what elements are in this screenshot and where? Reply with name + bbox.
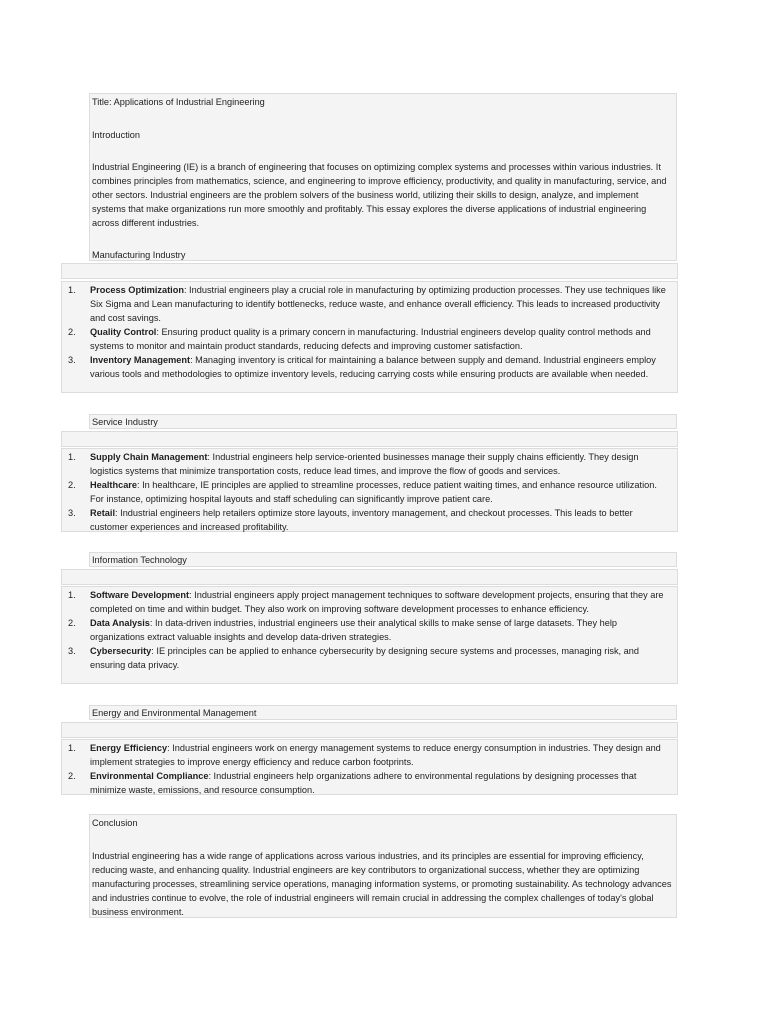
list-item: 1. Energy Efficiency: Industrial engineers work on energy management systems to reduce energy consumption in industries. They design and implement strategies to improve energy efficiency and reduce carbon footprints. <box>68 743 661 767</box>
section-heading-manufacturing: Manufacturing Industry <box>92 250 186 260</box>
intro-block <box>89 93 677 261</box>
document-title: Title: Applications of Industrial Engineering <box>92 97 265 107</box>
blank-band <box>61 263 678 279</box>
list-item-term: Quality Control <box>90 327 157 337</box>
section-heading-energy: Energy and Environmental Management <box>92 708 257 718</box>
conclusion-heading: Conclusion <box>92 818 138 828</box>
section-heading-box <box>89 552 677 567</box>
intro-paragraph: Industrial Engineering (IE) is a branch of engineering that focuses on optimizing complex systems and processes within various industries. It combines principles from mathematics, science, and engineering to improve efficiency, productivity, and quality in manufacturing, service, and other sectors. Industrial engineers are the problem solvers of the business world, utilizing their skills to design, analyze, and implement systems that make organizations run more smoothly and profitably. This essay explores the diverse applications of industrial engineering across different industries. <box>92 162 667 228</box>
list-item-term: Software Development <box>90 590 190 600</box>
list-item: 1. Supply Chain Management: Industrial engineers help service-oriented businesses manage their supply chains efficiently. They design logistics systems that minimize transportation costs, reduce lead times, and improve the flow of goods and services. <box>68 452 639 476</box>
list-item-term: Energy Efficiency <box>90 743 168 753</box>
section-heading-it: Information Technology <box>92 555 187 565</box>
list-item-term: Cybersecurity <box>90 646 152 656</box>
conclusion-block <box>89 814 677 918</box>
blank-band <box>61 569 678 585</box>
list-item-term: Healthcare <box>90 480 137 490</box>
list-item: 2. Environmental Compliance: Industrial engineers help organizations adhere to environmental regulations by designing processes that minimize waste, emissions, and resource consumption. <box>68 771 637 795</box>
list-item-term: Environmental Compliance <box>90 771 209 781</box>
conclusion-paragraph: Industrial engineering has a wide range of applications across various industries, and its principles are essential for improving efficiency, reducing waste, and enhancing quality. Industrial engineers are key contributors to organizational success, whether they are optimizing manufacturing processes, streamlining service operations, managing information systems, or promoting sustainability. As technology advances and industries continue to evolve, the role of industrial engineers will remain crucial in addressing the complex challenges of today's global business environment. <box>92 851 672 917</box>
list-item: 2. Data Analysis: In data-driven industries, industrial engineers use their analytical skills to make sense of large datasets. They help organizations extract valuable insights and develop data-driven strategies. <box>68 618 618 642</box>
energy-list <box>61 739 678 795</box>
list-item: 1. Software Development: Industrial engineers apply project management techniques to software development projects, ensuring that they are completed on time and within budget. They also work on improving software development processes to enhance efficiency. <box>68 590 664 614</box>
intro-heading: Introduction <box>92 130 141 140</box>
manufacturing-list <box>61 281 678 393</box>
list-item: 2. Quality Control: Ensuring product quality is a primary concern in manufacturing. Industrial engineers develop quality control methods and systems to monitor and maintain product standards, reducing defects and improving customer satisfaction. <box>68 327 651 351</box>
list-item: 3. Inventory Management: Managing inventory is critical for maintaining a balance between supply and demand. Industrial engineers employ various tools and methodologies to optimize inventory levels, reducing carrying costs while ensuring products are available when needed. <box>68 355 656 379</box>
blank-band <box>61 722 678 738</box>
list-item: 1. Process Optimization: Industrial engineers play a crucial role in manufacturing by optimizing production processes. They use techniques like Six Sigma and Lean manufacturing to identify bottlenecks, reduce waste, and enhance overall efficiency. This leads to increased productivity and cost savings. <box>68 285 666 323</box>
section-heading-box <box>89 705 677 720</box>
list-item-term: Supply Chain Management <box>90 452 208 462</box>
list-item-term: Inventory Management <box>90 355 191 365</box>
section-heading-box <box>89 414 677 429</box>
section-heading-service: Service Industry <box>92 417 158 427</box>
list-item: 3. Retail: Industrial engineers help retailers optimize store layouts, inventory management, and checkout processes. This leads to better customer experiences and increased profitability. <box>68 508 633 532</box>
service-list <box>61 448 678 532</box>
list-item-term: Process Optimization <box>90 285 184 295</box>
list-item: 2. Healthcare: In healthcare, IE principles are applied to streamline processes, reduce patient waiting times, and enhance resource utilization. For instance, optimizing hospital layouts and staff scheduling can significantly improve patient care. <box>68 480 657 504</box>
list-item-term: Data Analysis <box>90 618 150 628</box>
it-list <box>61 586 678 684</box>
list-item: 3. Cybersecurity: IE principles can be applied to enhance cybersecurity by designing secure systems and processes, managing risk, and ensuring data privacy. <box>68 646 639 670</box>
blank-band <box>61 431 678 447</box>
list-item-term: Retail <box>90 508 116 518</box>
